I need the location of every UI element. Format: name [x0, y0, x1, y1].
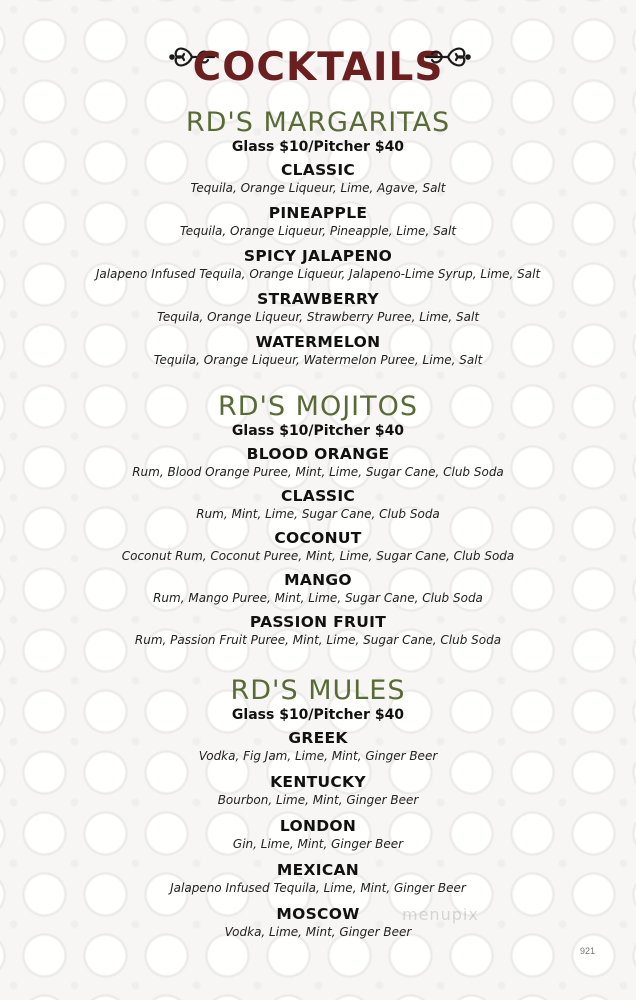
section-price: Glass $10/Pitcher $40	[231, 707, 405, 723]
menu-item	[0, 570, 636, 606]
menu-title: COCKTAILS	[192, 45, 444, 90]
item-name: PASSION FRUIT	[249, 613, 387, 631]
item-description: Rum, Blood Orange Puree, Mint, Lime, Sugar Cane, Club Soda	[132, 465, 504, 479]
section-mules	[0, 676, 636, 940]
item-description: Bourbon, Lime, Mint, Ginger Beer	[217, 793, 419, 807]
item-name: CLASSIC	[280, 487, 356, 505]
item-name: LONDON	[279, 817, 357, 835]
menu-item	[0, 860, 636, 896]
item-name: BLOOD ORANGE	[246, 445, 390, 463]
section-price: Glass $10/Pitcher $40	[231, 423, 405, 439]
item-name: GREEK	[288, 729, 348, 747]
item-description: Rum, Passion Fruit Puree, Mint, Lime, Sugar Cane, Club Soda	[134, 633, 502, 647]
item-description: Tequila, Orange Liqueur, Watermelon Puree, Lime, Salt	[153, 353, 483, 367]
item-description: Vodka, Lime, Mint, Ginger Beer	[224, 925, 412, 939]
flourish-ornament-icon	[424, 42, 472, 72]
item-description: Gin, Lime, Mint, Ginger Beer	[232, 837, 404, 851]
section-title: RD'S MULES	[230, 675, 406, 706]
menu-item	[0, 816, 636, 852]
item-description: Rum, Mango Puree, Mint, Lime, Sugar Cane, Club Soda	[153, 591, 483, 605]
section-margaritas	[0, 108, 636, 368]
item-name: KENTUCKY	[270, 773, 366, 791]
menu-item	[0, 528, 636, 564]
menu-item	[0, 904, 636, 940]
item-description: Vodka, Fig Jam, Lime, Mint, Ginger Beer	[198, 749, 438, 763]
page-number: 921	[580, 946, 596, 956]
item-description: Coconut Rum, Coconut Puree, Mint, Lime, Sugar Cane, Club Soda	[121, 549, 515, 563]
menu-item	[0, 486, 636, 522]
item-name: COCONUT	[274, 529, 362, 547]
item-name: WATERMELON	[255, 333, 381, 351]
item-name: MANGO	[284, 571, 352, 589]
menu-item	[0, 728, 636, 764]
menu-item	[0, 289, 636, 325]
watermark: menupix	[402, 905, 479, 924]
item-name: PINEAPPLE	[268, 204, 368, 222]
menu-item	[0, 246, 636, 282]
item-description: Tequila, Orange Liqueur, Lime, Agave, Salt	[190, 181, 446, 195]
menu-item	[0, 772, 636, 808]
section-title: RD'S MARGARITAS	[185, 107, 451, 138]
item-description: Tequila, Orange Liqueur, Strawberry Puree, Lime, Salt	[156, 310, 480, 324]
item-name: MOSCOW	[276, 905, 360, 923]
item-description: Jalapeno Infused Tequila, Lime, Mint, Ginger Beer	[170, 881, 466, 895]
menu-header	[0, 36, 636, 100]
item-name: STRAWBERRY	[257, 290, 379, 308]
section-mojitos	[0, 392, 636, 648]
menu-item	[0, 203, 636, 239]
item-name: MEXICAN	[276, 861, 360, 879]
section-price: Glass $10/Pitcher $40	[231, 139, 405, 155]
item-description: Jalapeno Infused Tequila, Orange Liqueur, Jalapeno-Lime Syrup, Lime, Salt	[95, 267, 541, 281]
section-title: RD'S MOJITOS	[217, 391, 419, 422]
menu-item	[0, 444, 636, 480]
menu-item	[0, 332, 636, 368]
menu-item	[0, 612, 636, 648]
item-description: Rum, Mint, Lime, Sugar Cane, Club Soda	[196, 507, 440, 521]
menu-item	[0, 160, 636, 196]
item-name: CLASSIC	[280, 161, 356, 179]
item-description: Tequila, Orange Liqueur, Pineapple, Lime, Salt	[179, 224, 457, 238]
item-name: SPICY JALAPENO	[243, 247, 393, 265]
